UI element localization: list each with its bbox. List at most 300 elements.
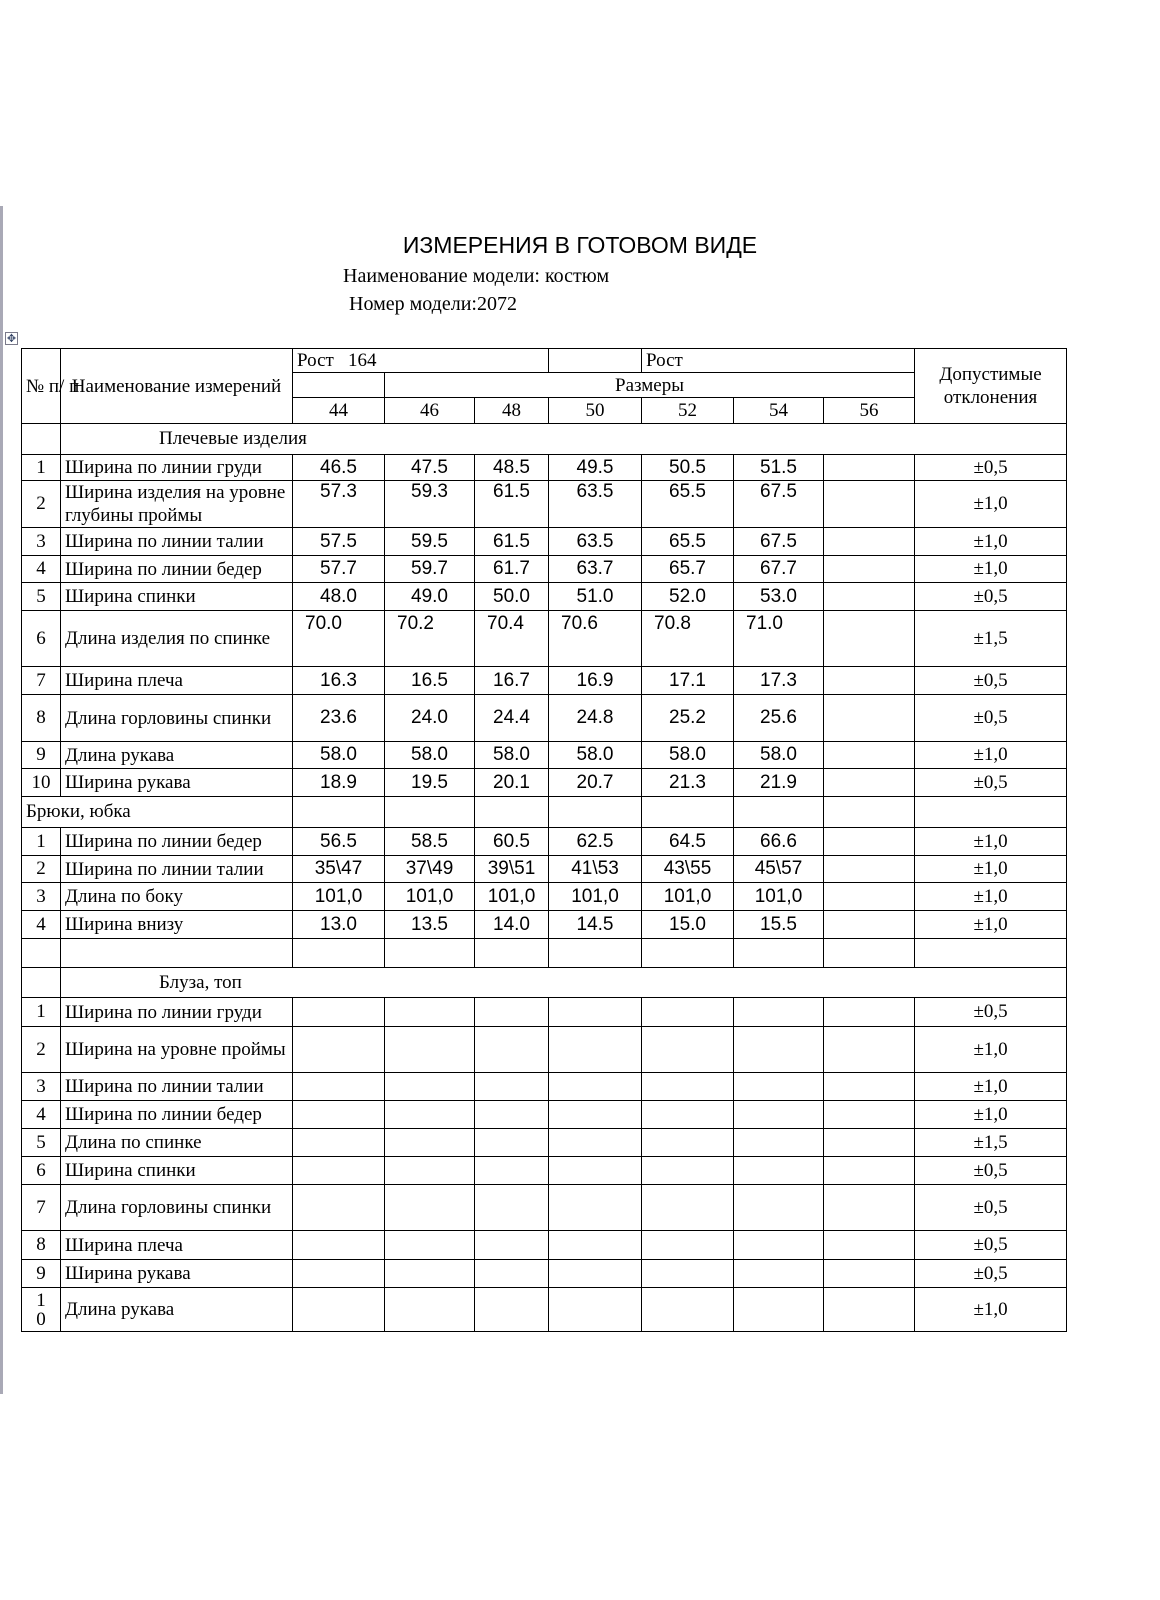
size-value-54: 15.5: [734, 911, 824, 939]
row-number: 1: [22, 455, 61, 481]
measurement-name: Ширина внизу: [61, 911, 293, 939]
size-value-44: [293, 1129, 385, 1157]
empty-cell: [824, 797, 915, 828]
size-value-54: 66.6: [734, 828, 824, 856]
size-value-50: 63.5: [549, 481, 642, 528]
size-value-46: 47.5: [385, 455, 475, 481]
size-value-44: [293, 1288, 385, 1332]
size-value-48: 39\51: [475, 856, 549, 883]
size-value-50: [549, 1027, 642, 1073]
tolerance-value: ±1,0: [915, 911, 1067, 939]
size-value-54: 25.6: [734, 695, 824, 742]
size-value-44: 57.3: [293, 481, 385, 528]
size-value-44: [293, 1073, 385, 1101]
tolerance-value: ±1,0: [915, 556, 1067, 583]
size-value-48: 24.4: [475, 695, 549, 742]
size-value-46: 58.5: [385, 828, 475, 856]
size-value-54: [734, 998, 824, 1027]
size-value-56: [824, 481, 915, 528]
size-value-44: 56.5: [293, 828, 385, 856]
size-value-52: 58.0: [642, 742, 734, 769]
size-value-48: [475, 1101, 549, 1129]
row-number: 7: [22, 667, 61, 695]
size-value-46: [385, 1073, 475, 1101]
section-header-row: [22, 797, 1067, 828]
table-row: [22, 695, 1067, 742]
size-value-54: [734, 1185, 824, 1231]
size-value-52: [642, 1185, 734, 1231]
table-row: [22, 1129, 1067, 1157]
size-value-48: 16.7: [475, 667, 549, 695]
size-header-54: 54: [734, 398, 824, 424]
model-name-line: Наименование модели: костюм: [343, 265, 610, 287]
size-value-52: 52.0: [642, 583, 734, 611]
size-value-52: [642, 1129, 734, 1157]
row-number: 3: [22, 1073, 61, 1101]
tolerance-value: ±1,5: [915, 611, 1067, 667]
measurement-name: Ширина по линии бедер: [61, 828, 293, 856]
empty-cell: [549, 939, 642, 968]
size-value-52: [642, 1101, 734, 1129]
empty-cell: [915, 939, 1067, 968]
size-value-56: [824, 769, 915, 797]
row-number: 6: [22, 611, 61, 667]
measurement-name: Ширина на уровне проймы: [61, 1027, 293, 1073]
size-value-48: [475, 1231, 549, 1260]
size-value-48: 70.4: [475, 611, 549, 667]
size-value-56: [824, 667, 915, 695]
size-value-50: 63.5: [549, 528, 642, 556]
size-value-50: 63.7: [549, 556, 642, 583]
size-value-44: [293, 1231, 385, 1260]
size-value-52: [642, 1073, 734, 1101]
table-row: [22, 1288, 1067, 1332]
tolerance-value: ±1,0: [915, 1073, 1067, 1101]
row-number: 7: [22, 1185, 61, 1231]
size-header-44: 44: [293, 398, 385, 424]
empty-cell: [22, 968, 61, 998]
table-row: [22, 998, 1067, 1027]
size-value-52: [642, 1231, 734, 1260]
tolerance-value: ±1,0: [915, 828, 1067, 856]
table-row: [22, 556, 1067, 583]
measurement-name: Ширина по линии груди: [61, 998, 293, 1027]
row-number: 3: [22, 883, 61, 911]
size-value-50: [549, 1129, 642, 1157]
size-value-50: [549, 1157, 642, 1185]
measurements-table: [21, 348, 1067, 1332]
size-value-56: [824, 1157, 915, 1185]
size-value-56: [824, 695, 915, 742]
size-value-50: [549, 1231, 642, 1260]
measurement-name: Ширина по линии груди: [61, 455, 293, 481]
tolerance-value: ±0,5: [915, 1231, 1067, 1260]
empty-cell: [824, 939, 915, 968]
header-height-1: Рост 164: [293, 349, 549, 373]
size-value-44: 46.5: [293, 455, 385, 481]
row-number: 4: [22, 911, 61, 939]
measurement-name: Ширина плеча: [61, 667, 293, 695]
size-value-46: 16.5: [385, 667, 475, 695]
size-value-54: [734, 1073, 824, 1101]
tolerance-value: ±1,5: [915, 1129, 1067, 1157]
size-value-54: 21.9: [734, 769, 824, 797]
size-value-52: 65.7: [642, 556, 734, 583]
size-value-54: 17.3: [734, 667, 824, 695]
size-value-46: [385, 1185, 475, 1231]
size-value-50: 58.0: [549, 742, 642, 769]
size-value-54: 67.5: [734, 528, 824, 556]
size-value-56: [824, 583, 915, 611]
empty-cell: [915, 797, 1067, 828]
size-value-46: [385, 1027, 475, 1073]
size-value-52: 50.5: [642, 455, 734, 481]
size-value-52: 101,0: [642, 883, 734, 911]
size-value-52: 21.3: [642, 769, 734, 797]
tolerance-value: ±0,5: [915, 455, 1067, 481]
measurement-name: Ширина плеча: [61, 1231, 293, 1260]
tolerance-value: ±0,5: [915, 667, 1067, 695]
size-value-44: 13.0: [293, 911, 385, 939]
size-value-56: [824, 998, 915, 1027]
size-value-48: 20.1: [475, 769, 549, 797]
size-value-54: [734, 1129, 824, 1157]
tolerance-value: ±1,0: [915, 742, 1067, 769]
size-value-52: [642, 1027, 734, 1073]
size-value-56: [824, 856, 915, 883]
measurement-name: Длина по боку: [61, 883, 293, 911]
empty-cell: [293, 939, 385, 968]
row-number: 10: [22, 769, 61, 797]
size-value-48: 101,0: [475, 883, 549, 911]
tolerance-value: ±0,5: [915, 583, 1067, 611]
table-move-handle-icon[interactable]: ✥: [6, 332, 17, 345]
row-number: 4: [22, 556, 61, 583]
size-value-48: 61.7: [475, 556, 549, 583]
size-value-52: 65.5: [642, 528, 734, 556]
table-row: [22, 528, 1067, 556]
table-row: [22, 583, 1067, 611]
size-value-56: [824, 883, 915, 911]
row-number: 9: [22, 1260, 61, 1288]
size-value-54: [734, 1231, 824, 1260]
size-value-52: [642, 998, 734, 1027]
size-value-50: 49.5: [549, 455, 642, 481]
size-value-46: [385, 1157, 475, 1185]
size-value-56: [824, 1288, 915, 1332]
table-row: [22, 667, 1067, 695]
size-value-50: 41\53: [549, 856, 642, 883]
size-value-44: 58.0: [293, 742, 385, 769]
size-value-46: 24.0: [385, 695, 475, 742]
section-header-row: [22, 968, 1067, 998]
row-number: 5: [22, 583, 61, 611]
size-value-46: 13.5: [385, 911, 475, 939]
size-value-48: [475, 1260, 549, 1288]
section-header-row: [22, 424, 1067, 455]
size-value-54: [734, 1288, 824, 1332]
size-header-56: 56: [824, 398, 915, 424]
size-value-52: 43\55: [642, 856, 734, 883]
size-value-56: [824, 1101, 915, 1129]
table-row: [22, 911, 1067, 939]
size-value-54: 53.0: [734, 583, 824, 611]
size-value-46: 59.3: [385, 481, 475, 528]
size-value-48: [475, 1157, 549, 1185]
row-number: 9: [22, 742, 61, 769]
size-value-50: 62.5: [549, 828, 642, 856]
size-value-54: [734, 1260, 824, 1288]
row-number: 8: [22, 1231, 61, 1260]
section-title: Плечевые изделия: [61, 424, 1067, 455]
measurement-name: Длина горловины спинки: [61, 695, 293, 742]
size-value-54: 67.7: [734, 556, 824, 583]
size-value-52: [642, 1288, 734, 1332]
size-value-54: 51.5: [734, 455, 824, 481]
size-value-56: [824, 1027, 915, 1073]
empty-cell: [642, 939, 734, 968]
size-value-48: [475, 1288, 549, 1332]
size-value-52: 17.1: [642, 667, 734, 695]
measurement-name: Ширина рукава: [61, 769, 293, 797]
size-header-48: 48: [475, 398, 549, 424]
size-value-46: 70.2: [385, 611, 475, 667]
measurement-name: Длина рукава: [61, 1288, 293, 1332]
tolerance-value: ±0,5: [915, 1157, 1067, 1185]
empty-cell: [475, 939, 549, 968]
size-value-50: [549, 1260, 642, 1288]
table-row: [22, 1231, 1067, 1260]
size-header-50: 50: [549, 398, 642, 424]
empty-cell: [61, 939, 293, 968]
measurement-name: Ширина по линии талии: [61, 1073, 293, 1101]
size-value-44: 23.6: [293, 695, 385, 742]
row-number: 2: [22, 481, 61, 528]
tolerance-value: ±1,0: [915, 1027, 1067, 1073]
size-value-56: [824, 1073, 915, 1101]
size-value-44: [293, 1185, 385, 1231]
size-value-48: [475, 1073, 549, 1101]
size-value-48: [475, 1185, 549, 1231]
size-value-50: 16.9: [549, 667, 642, 695]
tolerance-value: ±1,0: [915, 856, 1067, 883]
empty-cell: [385, 939, 475, 968]
size-value-50: 101,0: [549, 883, 642, 911]
size-value-54: 71.0: [734, 611, 824, 667]
table-row-blank: [22, 939, 1067, 968]
size-value-52: [642, 1157, 734, 1185]
size-value-44: 16.3: [293, 667, 385, 695]
size-value-54: 101,0: [734, 883, 824, 911]
size-value-56: [824, 828, 915, 856]
size-value-44: 18.9: [293, 769, 385, 797]
size-value-44: [293, 1027, 385, 1073]
tolerance-value: ±0,5: [915, 1260, 1067, 1288]
size-value-56: [824, 528, 915, 556]
size-value-48: [475, 998, 549, 1027]
size-value-56: [824, 556, 915, 583]
measurement-name: Ширина по линии талии: [61, 856, 293, 883]
header-blank: [293, 373, 385, 398]
tolerance-value: ±0,5: [915, 695, 1067, 742]
table-row: [22, 455, 1067, 481]
measurement-name: Длина горловины спинки: [61, 1185, 293, 1231]
size-value-44: [293, 1260, 385, 1288]
row-number: 6: [22, 1157, 61, 1185]
size-value-46: 19.5: [385, 769, 475, 797]
size-value-44: [293, 1101, 385, 1129]
empty-cell: [22, 939, 61, 968]
size-value-44: 70.0: [293, 611, 385, 667]
table-row: [22, 1185, 1067, 1231]
table-row: [22, 1157, 1067, 1185]
tolerance-value: ±1,0: [915, 481, 1067, 528]
size-value-50: 51.0: [549, 583, 642, 611]
section-title: Брюки, юбка: [22, 797, 293, 828]
size-value-52: 70.8: [642, 611, 734, 667]
table-row: [22, 1027, 1067, 1073]
measurement-name: Ширина по линии бедер: [61, 556, 293, 583]
size-header-46: 46: [385, 398, 475, 424]
measurement-name: Ширина рукава: [61, 1260, 293, 1288]
size-value-50: 70.6: [549, 611, 642, 667]
size-value-46: 101,0: [385, 883, 475, 911]
size-value-48: 48.5: [475, 455, 549, 481]
measurement-name: Ширина изделия на уровне глубины проймы: [61, 481, 293, 528]
size-value-56: [824, 911, 915, 939]
size-value-46: 59.5: [385, 528, 475, 556]
row-number: 2: [22, 856, 61, 883]
size-value-52: 15.0: [642, 911, 734, 939]
measurement-name: Длина по спинке: [61, 1129, 293, 1157]
size-value-48: 61.5: [475, 481, 549, 528]
page-title: ИЗМЕРЕНИЯ В ГОТОВОМ ВИДЕ: [402, 232, 758, 258]
size-value-52: 64.5: [642, 828, 734, 856]
size-value-56: [824, 455, 915, 481]
size-value-44: 57.7: [293, 556, 385, 583]
empty-cell: [549, 797, 642, 828]
size-value-56: [824, 1185, 915, 1231]
size-value-44: [293, 1157, 385, 1185]
size-value-54: 58.0: [734, 742, 824, 769]
measurement-name: Ширина спинки: [61, 583, 293, 611]
empty-cell: [642, 797, 734, 828]
table-row: [22, 742, 1067, 769]
size-value-56: [824, 1129, 915, 1157]
header-height-2: Рост: [642, 349, 915, 373]
tolerance-value: ±1,0: [915, 528, 1067, 556]
size-value-50: [549, 1101, 642, 1129]
row-number: 4: [22, 1101, 61, 1129]
size-value-46: [385, 1231, 475, 1260]
header-sizes: Размеры: [385, 373, 915, 398]
header-number: № п/ п: [22, 349, 61, 424]
size-value-44: 101,0: [293, 883, 385, 911]
size-value-56: [824, 1231, 915, 1260]
size-value-48: 60.5: [475, 828, 549, 856]
row-number: 1 0: [22, 1288, 61, 1332]
size-value-48: [475, 1027, 549, 1073]
size-value-44: [293, 998, 385, 1027]
size-value-46: [385, 1101, 475, 1129]
row-number: 3: [22, 528, 61, 556]
section-title: Блуза, топ: [61, 968, 1067, 998]
size-value-54: [734, 1101, 824, 1129]
size-value-48: [475, 1129, 549, 1157]
table-row: [22, 769, 1067, 797]
size-value-46: [385, 1260, 475, 1288]
size-value-54: [734, 1027, 824, 1073]
table-row: [22, 481, 1067, 528]
size-value-50: 20.7: [549, 769, 642, 797]
size-value-52: 65.5: [642, 481, 734, 528]
size-value-56: [824, 1260, 915, 1288]
size-value-56: [824, 611, 915, 667]
size-value-52: [642, 1260, 734, 1288]
size-value-54: 45\57: [734, 856, 824, 883]
size-value-44: 35\47: [293, 856, 385, 883]
tolerance-value: ±0,5: [915, 1185, 1067, 1231]
size-value-46: 37\49: [385, 856, 475, 883]
table-row: [22, 1073, 1067, 1101]
model-number-line: Номер модели:2072: [349, 293, 517, 315]
size-value-46: [385, 1129, 475, 1157]
table-row: [22, 856, 1067, 883]
size-value-56: [824, 742, 915, 769]
empty-cell: [293, 797, 385, 828]
empty-cell: [385, 797, 475, 828]
tolerance-value: ±0,5: [915, 769, 1067, 797]
size-value-48: 50.0: [475, 583, 549, 611]
table-row: [22, 1101, 1067, 1129]
empty-cell: [734, 939, 824, 968]
table-row: [22, 611, 1067, 667]
size-value-46: [385, 1288, 475, 1332]
measurement-name: Ширина по линии бедер: [61, 1101, 293, 1129]
size-value-46: 58.0: [385, 742, 475, 769]
size-header-52: 52: [642, 398, 734, 424]
row-number: 1: [22, 998, 61, 1027]
tolerance-value: ±1,0: [915, 883, 1067, 911]
tolerance-value: ±0,5: [915, 998, 1067, 1027]
measurement-name: Длина изделия по спинке: [61, 611, 293, 667]
empty-cell: [22, 424, 61, 455]
size-value-50: 14.5: [549, 911, 642, 939]
row-number: 1: [22, 828, 61, 856]
measurement-name: Длина рукава: [61, 742, 293, 769]
left-page-rule: [0, 206, 3, 1394]
tolerance-value: ±1,0: [915, 1288, 1067, 1332]
size-value-50: [549, 998, 642, 1027]
size-value-54: 67.5: [734, 481, 824, 528]
tolerance-value: ±1,0: [915, 1101, 1067, 1129]
size-value-48: 61.5: [475, 528, 549, 556]
size-value-48: 58.0: [475, 742, 549, 769]
table-row: [22, 883, 1067, 911]
size-value-50: [549, 1288, 642, 1332]
empty-cell: [734, 797, 824, 828]
size-value-50: 24.8: [549, 695, 642, 742]
size-value-54: [734, 1157, 824, 1185]
size-value-44: 48.0: [293, 583, 385, 611]
size-value-52: 25.2: [642, 695, 734, 742]
header-blank: [549, 349, 642, 373]
size-value-48: 14.0: [475, 911, 549, 939]
row-number: 2: [22, 1027, 61, 1073]
header-tolerance: Допустимые отклонения: [915, 349, 1067, 424]
row-number: 5: [22, 1129, 61, 1157]
size-value-46: [385, 998, 475, 1027]
